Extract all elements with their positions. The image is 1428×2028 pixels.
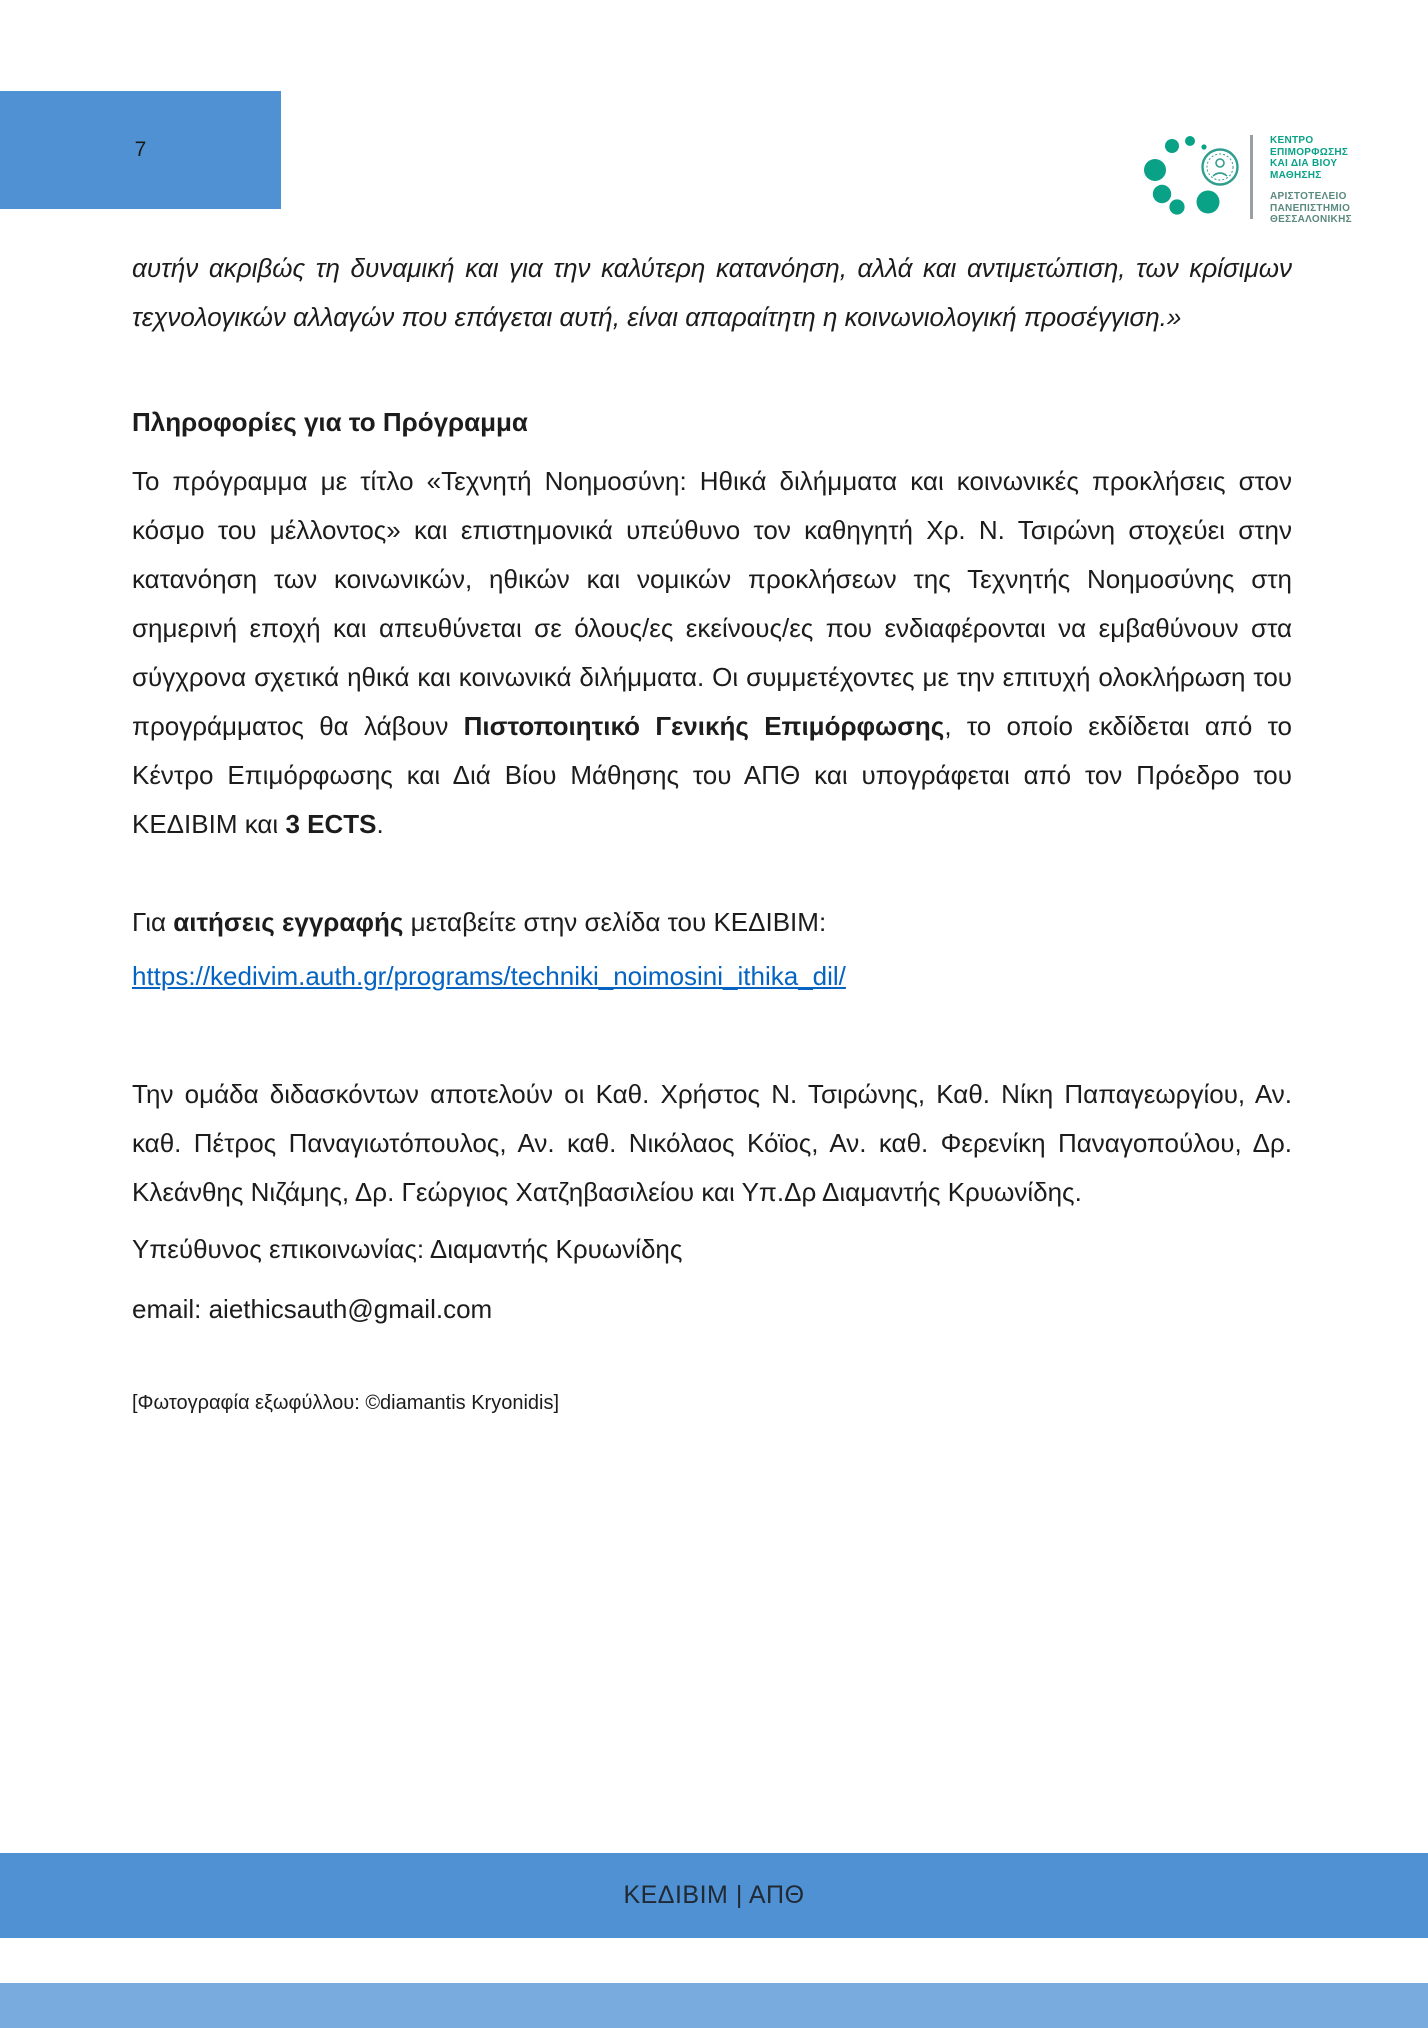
logo-line: ΑΡΙΣΤΟΤΕΛΕΙΟ [1270,191,1347,202]
contact-line: Υπεύθυνος επικοινωνίας: Διαμαντής Κρυωνίδης [132,1234,683,1264]
registration-run: Για [132,907,174,937]
email-line: email: aiethicsauth@gmail.com [132,1294,493,1324]
program-paragraph-run: , το οποίο εκδίδεται από το Κέντρο Επιμόρφωσης και Διά Βίου Μάθησης του ΑΠΘ και υπογράφεται από τον Πρόεδρο του ΚΕΔΙΒΙΜ και [132,711,1293,839]
section-heading: Πληροφορίες για το Πρόγραμμα [132,407,528,437]
program-paragraph-run-bold: Πιστοποιητικό Γενικής Επιμόρφωσης [463,711,945,741]
logo-divider [1250,135,1253,219]
quote-paragraph: αυτήν ακριβώς τη δυναμική και για την καλύτερη κατανόηση, αλλά και αντιμετώπιση, των κρίσιμων τεχνολογικών αλλαγών που επάγεται αυτή, είναι απαραίτητη η κοινωνιολογική προσέγγιση.» [132,253,1292,332]
logo-center-name [1270,135,1352,181]
registration-run-bold: αιτήσεις εγγραφής [173,907,404,937]
registration-url-line [132,952,1292,1001]
program-paragraph-run: . [376,809,384,839]
kedivim-dots-ring-icon [1135,126,1258,234]
logo-line: ΠΑΝΕΠΙΣΤΗΜΙΟ [1270,202,1351,214]
logo-line: ΘΕΣΣΑΛΟΝΙΚΗΣ [1270,214,1352,225]
footer-band [0,1853,1428,1938]
logo-university-name [1270,191,1352,226]
registration-run: μεταβείτε στην σελίδα του ΚΕΔΙΒΙΜ: [403,907,827,937]
auth-university-seal-icon [1203,150,1238,185]
registration-link[interactable]: https://kedivim.auth.gr/programs/techniki_noimosini_ithika_dil/ [132,961,846,991]
logo-line: ΚΕΝΤΡΟ [1270,135,1314,146]
bottom-strip [0,1983,1428,2028]
logo-line: ΕΠΙΜΟΡΦΩΣΗΣ [1270,146,1349,158]
logo-text [1258,126,1352,234]
program-paragraph-run-bold: 3 ECTS [285,809,377,839]
logo-artwork [1135,126,1258,234]
kedivim-auth-logo [1135,126,1428,234]
photo-credit-caption: [Φωτογραφία εξωφύλλου: ©diamantis Kryonidis] [132,1392,560,1414]
program-paragraph-run: Το πρόγραμμα με τίτλο «Τεχνητή Νοημοσύνη: Ηθικά διλήμματα και κοινωνικές προκλήσεις στον κόσμο του μέλλοντος» και επιστημονικά υπεύθυνο τον καθηγητή Χρ. Ν. Τσιρώνη στοχεύει στην κατανόηση των κοινωνικών, ηθικών και νομικών προκλήσεων της Τεχνητής Νοημοσύνης στη σημερινή εποχή και απευθύνεται σε όλους/ες εκείνους/ες που ενδιαφέρονται να εμβαθύνουν στα σύγχρονα σχετικά ηθικά και κοινωνικά διλήμματα. Οι συμμετέχοντες με την επιτυχή ολοκλήρωση του προγράμματος θα λάβουν [132,466,1292,741]
footer-text: ΚΕΔΙΒΙΜ | ΑΠΘ [623,1881,805,1909]
logo-line: ΚΑΙ ΔΙΑ ΒΙΟΥ [1270,158,1338,169]
program-paragraph [132,457,1292,849]
page-number-band [0,91,281,209]
registration-line [132,898,1292,947]
team-paragraph: Την ομάδα διδασκόντων αποτελούν οι Καθ. Χρήστος Ν. Τσιρώνης, Καθ. Νίκη Παπαγεωργίου, Αν. καθ. Πέτρος Παναγιωτόπουλος, Αν. καθ. Νικόλαος Κόϊος, Αν. καθ. Φερενίκη Παναγοπούλου, Δρ. Κλεάνθης Νιζάμης, Δρ. Γεώργιος Χατζηβασιλείου και Υπ.Δρ Διαμαντής Κρυωνίδης. [132,1079,1292,1207]
page-number: 7 [134,138,147,161]
logo-line: ΜΑΘΗΣΗΣ [1270,169,1322,181]
